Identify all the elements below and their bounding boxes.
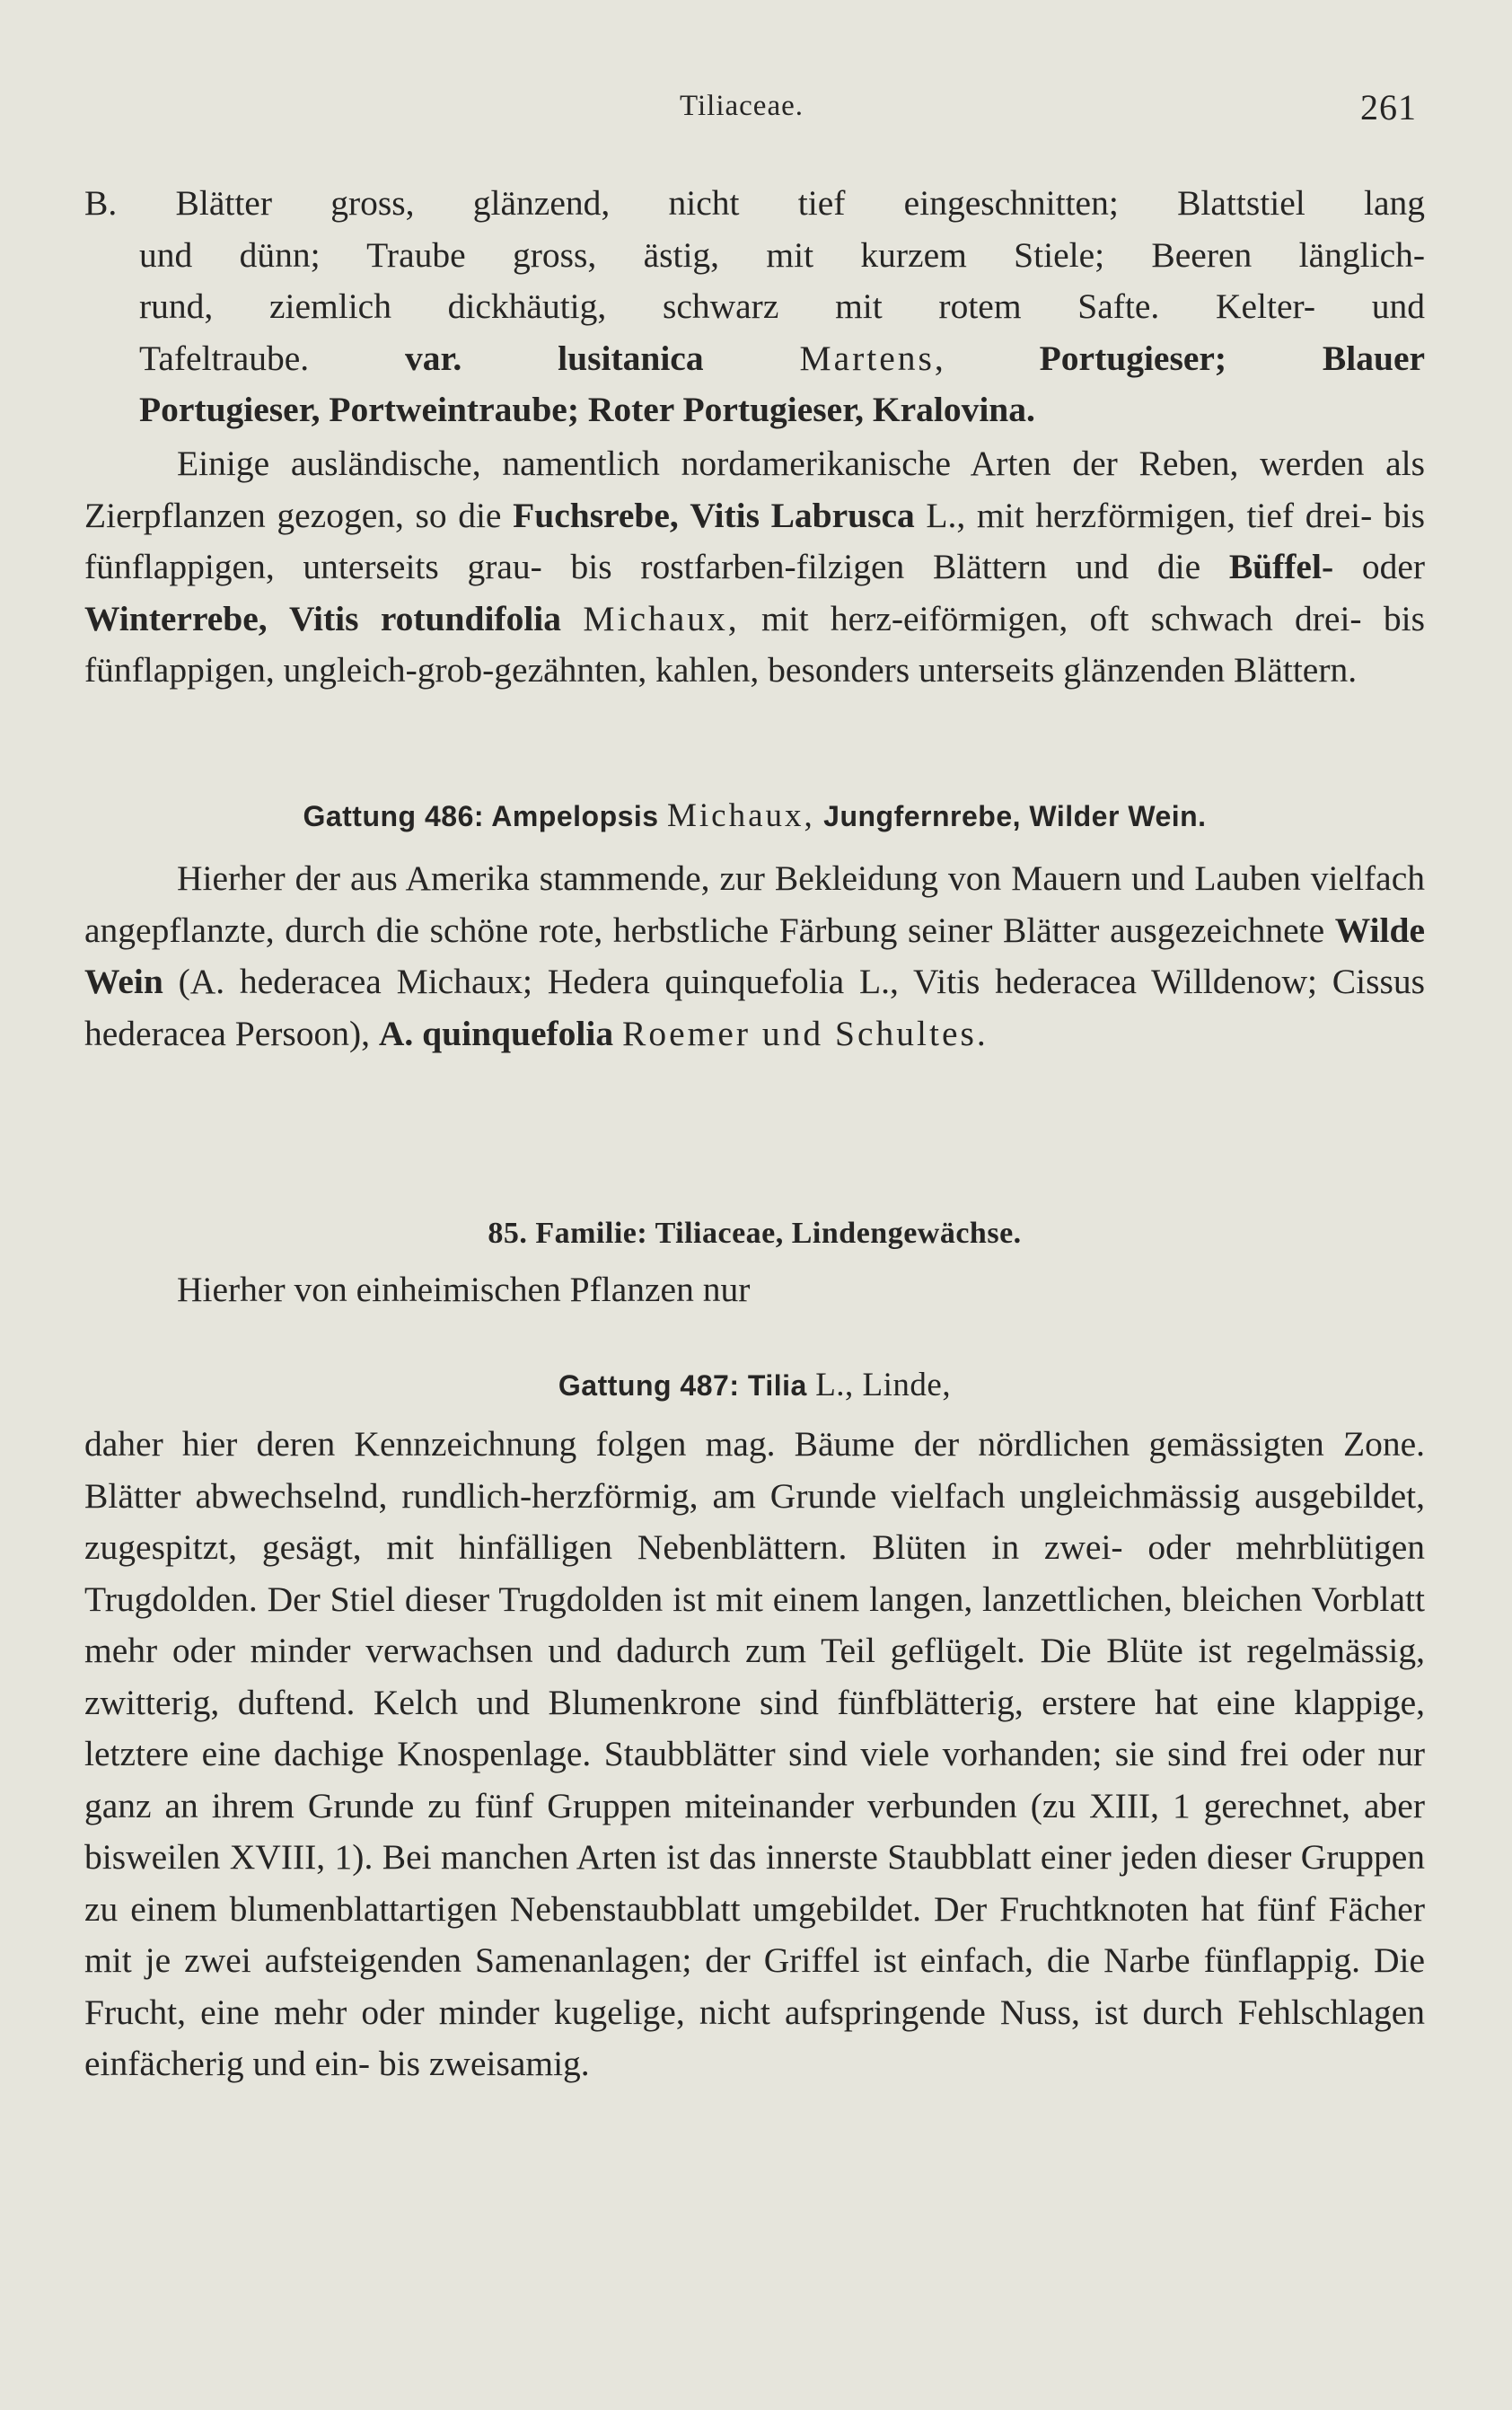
text-run: (A. hederacea Michaux; Hedera quinquefolia L., Vitis hederacea Willdenow; Cissus hederacea Persoon), (84, 962, 1425, 1053)
text-run: Einige ausländische, namentlich nordamerikanische Arten der Reben, werden als Zierpflanzen gezogen, so die (84, 444, 1425, 535)
text-line: rund, ziemlich dickhäutig, schwarz mit rotem Safte. Kelter- und (139, 286, 1425, 326)
common-name: Winterrebe, (84, 598, 268, 638)
genus-common-names: Jungfernrebe, Wilder Wein. (823, 800, 1207, 832)
species-name: Vitis rotundifolia (288, 598, 562, 638)
paragraph: Hierher von einheimischen Pflanzen nur (177, 1270, 751, 1309)
family-intro (84, 1264, 1425, 1316)
ampelopsis-paragraph (84, 853, 1425, 1060)
text-run: L., mit herzförmigen, tief drei- bis fünflappigen, unterseits grau- bis rostfarben-filzigen Blättern und die (84, 495, 1425, 586)
tilia-description (84, 1419, 1425, 2090)
author-name: Michaux, (583, 598, 740, 638)
species-name: Vitis Labrusca (690, 495, 915, 535)
family-heading-85 (84, 1208, 1425, 1260)
text-line: Tafeltraube. var. lusitanica Martens, Portugieser; Blauer (139, 338, 1426, 378)
text-line (84, 384, 1425, 436)
page-number: 261 (1360, 87, 1417, 128)
text-line: B. Blätter gross, glänzend, nicht tief eingeschnitten; Blattstiel lang (84, 183, 1425, 223)
running-head (0, 87, 1512, 135)
genus-heading-487 (84, 1359, 1425, 1412)
author-name: Michaux, (666, 797, 815, 834)
family-title: 85. Familie: Tiliaceae, Lindengewächse. (488, 1217, 1022, 1250)
common-name: Büffel- (1228, 547, 1334, 586)
text-run: mit herz-eiförmigen, oft schwach drei- bis fünflappigen, ungleich-grob-gezähnten, kahlen, besonders unterseits glänzenden Blättern. (84, 598, 1425, 690)
foreign-species-paragraph (84, 438, 1425, 697)
paragraph: daher hier deren Kennzeichnung folgen mag. Bäume der nördlichen gemässigten Zone. Blätter abwechselnd, rundlich-herzförmig, am Grunde vielfach ungleichmässig ausgebildet, zugespitzt, gesägt, mit hinfälligen Nebenblättern. Blüten in zwei- oder mehrblütigen Trugdolden. Der Stiel dieser Trugdolden ist mit einem langen, lanzettlichen, bleichen Vorblatt mehr oder minder verwachsen und dadurch zum Teil geflügelt. Die Blüte ist regelmässig, zwitterig, duftend. Kelch und Blumenkrone sind fünfblätterig, erstere hat eine klappige, letztere eine dachige Knospenlage. Staubblätter sind viele vorhanden; sie sind frei oder nur ganz an ihrem Grunde zu fünf Gruppen miteinander verbunden (zu XIII, 1 gerechnet, aber bisweilen XVIII, 1). Bei manchen Arten ist das innerste Staubblatt einer jeden dieser Gruppen zu einem blumenblattartigen Nebenstaubblatt umgebildet. Der Fruchtknoten hat fünf Fächer mit je zwei aufsteigenden Samenanlagen; der Griffel ist einfach, die Narbe fünflappig. Die Frucht, eine mehr oder minder kugelige, nicht aufspringende Nuss, ist durch Fehlschlagen einfächerig und ein- bis zweisamig. (84, 1424, 1425, 2083)
variety-label: var. (405, 338, 462, 378)
paragraph (84, 438, 1425, 697)
author-name: Martens (799, 338, 935, 378)
variety-name: lusitanica (558, 338, 704, 378)
common-names: Portugieser, Portweintraube; Roter Portugieser, Kralovina. (139, 390, 1035, 429)
text-line: und dünn; Traube gross, ästig, mit kurzem Stiele; Beeren länglich- (139, 234, 1425, 275)
genus-label: Gattung 487: Tilia (558, 1369, 807, 1402)
author-name: Roemer und Schultes. (622, 1013, 989, 1053)
common-names: Portugieser; Blauer (1039, 338, 1426, 378)
common-name: Wilde Wein (84, 910, 1425, 1001)
variety-b-paragraph (84, 178, 1425, 436)
species-name: A. quinquefolia (378, 1013, 614, 1053)
text-run: Tafeltraube. (139, 338, 406, 378)
text-run: oder (1333, 547, 1425, 586)
text-run: Hierher der aus Amerika stammende, zur Bekleidung von Mauern und Lauben vielfach angepflanzte, durch die schöne rote, herbstliche Färbung seiner Blätter ausgezeichnete (84, 858, 1425, 950)
genus-heading-486 (84, 790, 1425, 843)
running-title: Tiliaceae. (680, 90, 804, 122)
genus-label: Gattung 486: Ampelopsis (303, 800, 659, 832)
common-name: Fuchsrebe, (513, 495, 679, 535)
paragraph (84, 853, 1425, 1060)
genus-author-and-name: L., Linde, (815, 1367, 952, 1403)
